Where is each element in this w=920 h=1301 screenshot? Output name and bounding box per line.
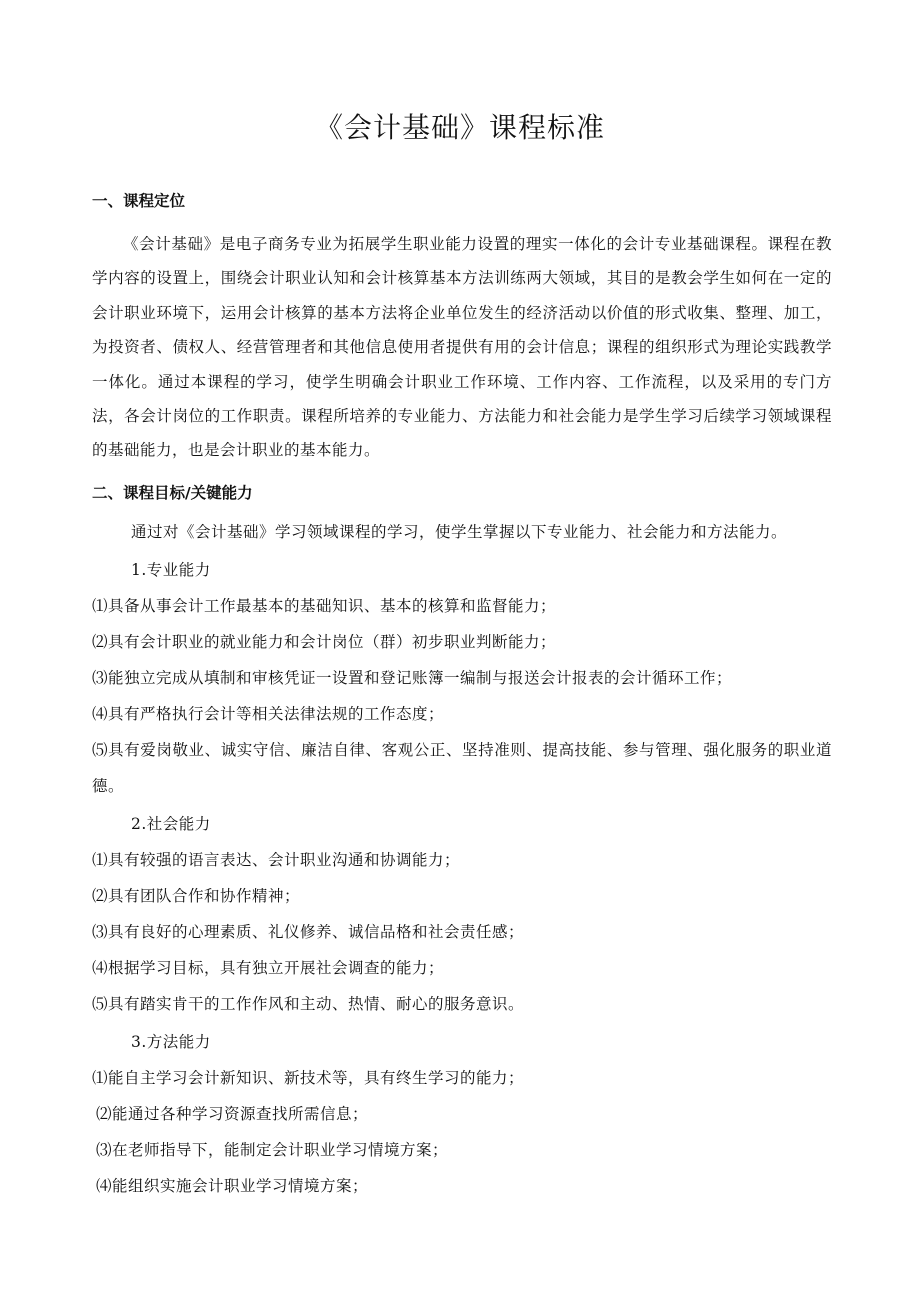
list-item: ⑶能独立完成从填制和审核凭证一设置和登记账簿一编制与报送会计报表的会计循环工作；	[92, 669, 733, 687]
list-item: ⑴具备从事会计工作最基本的基础知识、基本的核算和监督能力；	[92, 597, 557, 615]
social-ability-label: 2.社会能力	[131, 815, 211, 833]
list-item: ⑷根据学习目标，具有独立开展社会调查的能力；	[92, 959, 445, 977]
list-item: ⑴能自主学习会计新知识、新技术等，具有终生学习的能力；	[92, 1069, 525, 1087]
method-ability-label: 3.方法能力	[131, 1033, 211, 1051]
list-item: ⑵具有会计职业的就业能力和会计岗位（群）初步职业判断能力；	[92, 633, 557, 651]
list-item: ⑷具有严格执行会计等相关法律法规的工作态度；	[92, 705, 445, 723]
list-item: ⑴具有较强的语言表达、会计职业沟通和协调能力；	[92, 851, 461, 869]
list-item: ⑵具有团队合作和协作精神；	[92, 887, 301, 905]
list-item: ⑷能组织实施会计职业学习情境方案；	[96, 1177, 369, 1195]
objectives-intro: 通过对《会计基础》学习领域课程的学习，使学生掌握以下专业能力、社会能力和方法能力。	[131, 523, 788, 541]
professional-ability-label: 1.专业能力	[131, 561, 211, 579]
section-heading-course-positioning: 一、课程定位	[92, 192, 186, 210]
list-item: ⑸具有爱岗敬业、诚实守信、廉洁自律、客观公正、坚持准则、提高技能、参与管理、强化服务的职业道德。	[92, 741, 832, 795]
course-positioning-paragraph: 《会计基础》是电子商务专业为拓展学生职业能力设置的理实一体化的会计专业基础课程。课程在教学内容的设置上，围绕会计职业认知和会计核算基本方法训练两大领域，其目的是教会学生如何在一定的会计职业环境下，运用会计核算的基本方法将企业单位发生的经济活动以价值的形式收集、整理、加工，为投资者、债权人、经营管理者和其他信息使用者提供有用的会计信息；课程的组织形式为理论实践教学一体化。通过本课程的学习，使学生明确会计职业工作环境、工作内容、工作流程，以及采用的专门方法，各会计岗位的工作职责。课程所培养的专业能力、方法能力和社会能力是学生学习后续学习领域课程的基础能力，也是会计职业的基本能力。	[92, 235, 832, 460]
list-item: ⑸具有踏实肯干的工作作风和主动、热情、耐心的服务意识。	[92, 995, 525, 1013]
list-item: ⑶具有良好的心理素质、礼仪修养、诚信品格和社会责任感；	[92, 923, 525, 941]
section-heading-course-objectives: 二、课程目标/关键能力	[92, 484, 253, 502]
list-item: ⑶在老师指导下，能制定会计职业学习情境方案；	[96, 1141, 449, 1159]
document-title: 《会计基础》课程标准	[314, 111, 605, 144]
list-item: ⑵能通过各种学习资源查找所需信息；	[96, 1105, 369, 1123]
